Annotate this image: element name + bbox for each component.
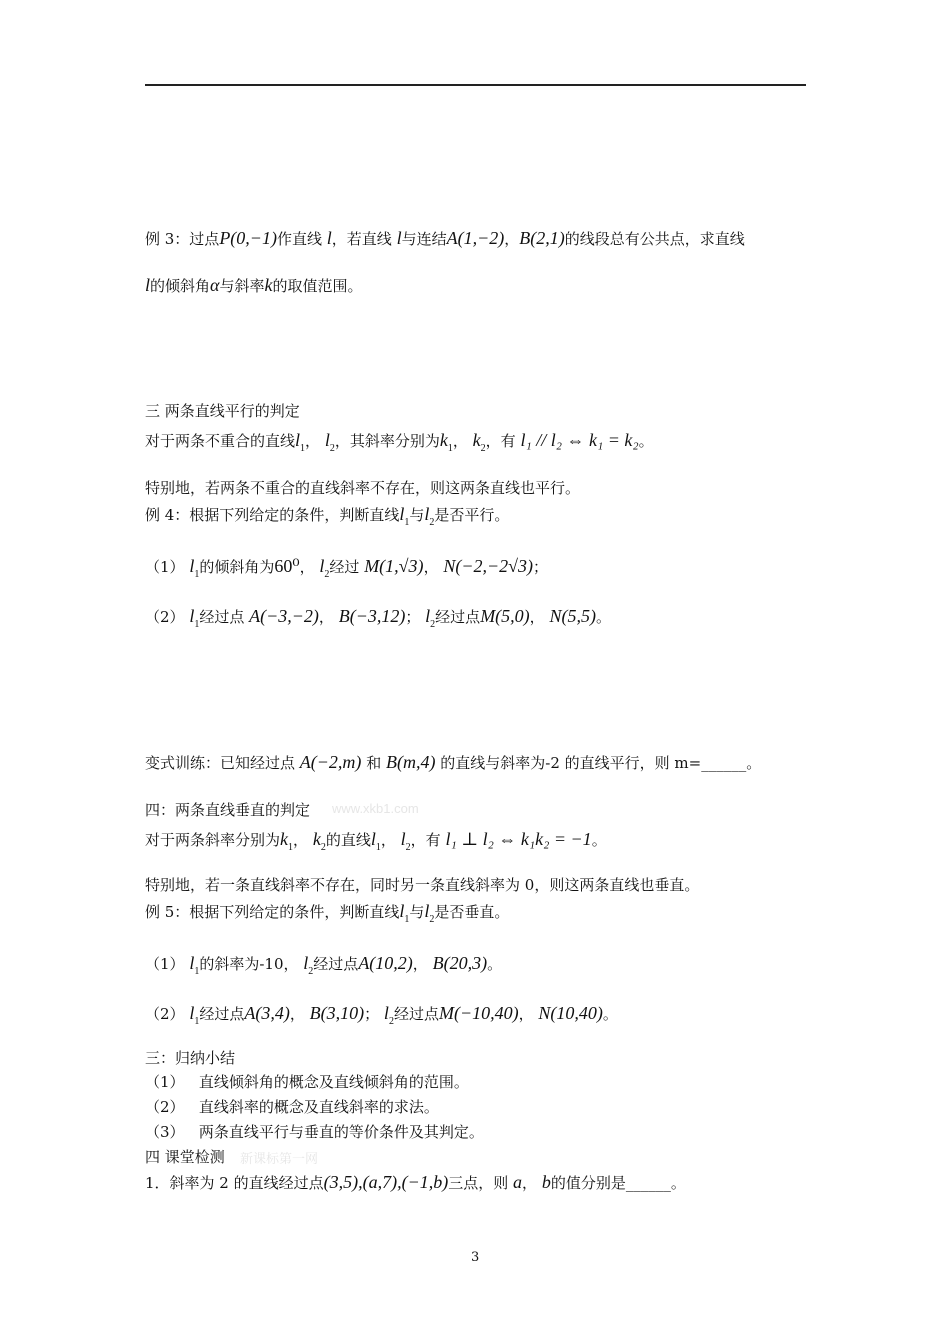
sec3-rule: 对于两条不重合的直线$l_1$， $l_2$，其斜率分别为$k_1$， $k_2$，有 l₁ // l₂ ⇔ k₁ = k₂。 [145,430,654,454]
ex4-title: 例 4：根据下列给定的条件，判断直线$l_1$与$l_2$是否平行。 [145,504,510,528]
summary-title: 三：归纳小结 [145,1049,236,1067]
sec3-title: 三 两条直线平行的判定 [145,402,300,420]
ex3-line-1: 例 3：过点P(0,−1)作直线 l，若直线 l与连结A(1,−2)，B(2,1)的线段总有公共点，求直线 [145,228,745,248]
sec4-rule: 对于两条斜率分别为$k_1$， $k_2$的直线$l_1$， $l_2$，有 l₁ ⊥ l₂ ⇔ k₁k₂ = −1。 [145,829,607,853]
variant-exercise: 变式训练：已知经过点 A(−2,m) 和 B(m,4) 的直线与斜率为-2 的直线平行，则 m=______。 [145,752,762,772]
summary-item: （3） 两条直线平行与垂直的等价条件及其判定。 [145,1123,484,1141]
ex4-part2: （2） $l_1$经过点 A(−3,−2)， B(−3,12)； $l_2$经过点M(5,0)， N(5,5)。 [145,606,611,630]
ex5-part1: （1） $l_1$的斜率为-10， $l_2$经过点A(10,2)， B(20,3)。 [145,953,503,977]
ex4-part1: （1） $l_1$的倾斜角为60⁰， $l_2$经过 M(1,√3)， N(−2,−2√3)； [145,556,549,580]
check-title: 四 课堂检测 [145,1148,225,1166]
sec4-title: 四：两条直线垂直的判定 [145,801,311,819]
ex5-title: 例 5：根据下列给定的条件，判断直线$l_1$与$l_2$是否垂直。 [145,901,510,925]
summary-item: （2） 直线斜率的概念及直线斜率的求法。 [145,1098,439,1116]
sec3-special: 特别地，若两条不重合的直线斜率不存在，则这两条直线也平行。 [145,479,581,497]
page-number: 3 [471,1250,480,1265]
header-rule [145,84,806,86]
summary-item: （1） 直线倾斜角的概念及直线倾斜角的范围。 [145,1073,469,1091]
watermark: 新课标第一网 [240,1151,319,1166]
sec4-special: 特别地，若一条直线斜率不存在，同时另一条直线斜率为 0，则这两条直线也垂直。 [145,876,700,894]
watermark: www.xkb1.com [332,801,419,816]
check-q1: 1．斜率为 2 的直线经过点(3,5),(a,7),(−1,b)三点，则 a， b的值分别是______。 [145,1172,686,1192]
ex3-line-2: l的倾斜角α与斜率k的取值范围。 [145,275,363,295]
ex5-part2: （2） $l_1$经过点A(3,4)， B(3,10)； $l_2$经过点M(−10,40)， N(10,40)。 [145,1003,618,1027]
